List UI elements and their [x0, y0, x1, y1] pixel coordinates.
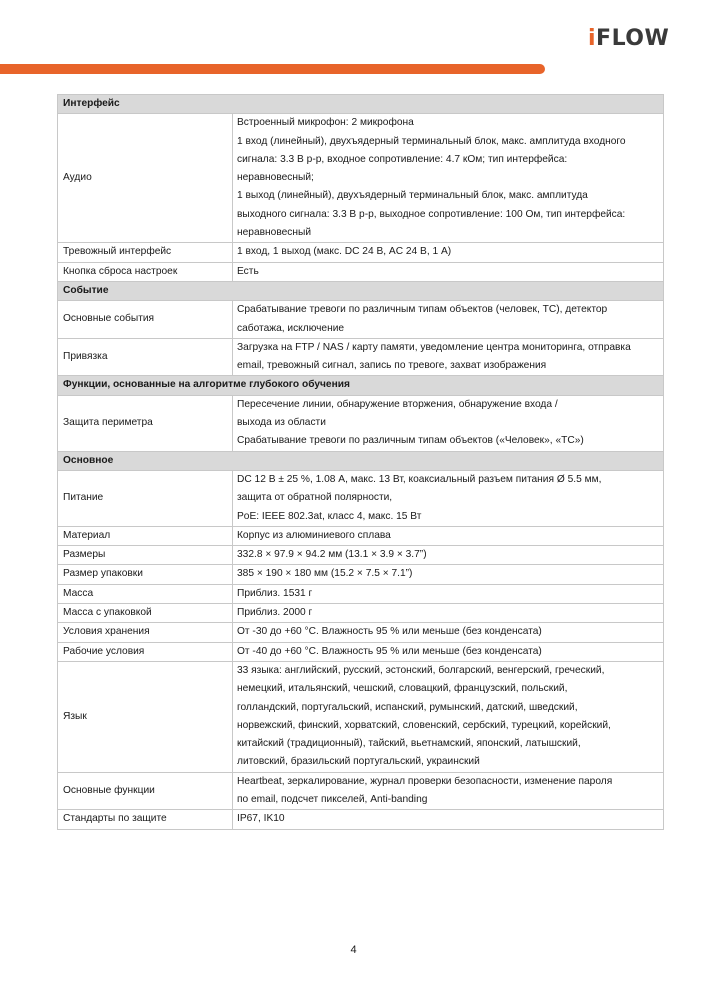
spec-key: Привязка	[58, 338, 233, 376]
spec-value-line: Приблиз. 1531 г	[237, 587, 313, 599]
spec-value	[233, 584, 664, 603]
spec-value-line: сигнала: 3.3 В p-p, входное сопротивление: 4.7 кОм; тип интерфейса:	[237, 153, 568, 165]
section-header-row	[58, 376, 664, 395]
spec-key: Питание	[58, 470, 233, 526]
spec-value-line: немецкий, итальянский, чешский, словацкий, французский, польский,	[237, 683, 568, 695]
spec-row	[58, 810, 664, 829]
spec-key: Основные события	[58, 301, 233, 339]
spec-key: Размер упаковки	[58, 565, 233, 584]
spec-value-line: 385 × 190 × 180 мм (15.2 × 7.5 × 7.1”)	[237, 568, 413, 580]
spec-key: Кнопка сброса настроек	[58, 262, 233, 281]
spec-row	[58, 114, 664, 243]
spec-value	[233, 623, 664, 642]
spec-key: Тревожный интерфейс	[58, 243, 233, 262]
spec-row	[58, 526, 664, 545]
spec-value-line: Приблиз. 2000 г	[237, 607, 313, 619]
section-title: Функции, основанные на алгоритме глубокого обучения	[58, 376, 664, 395]
spec-value-line: 1 вход, 1 выход (макс. DC 24 В, AC 24 В, 1 А)	[237, 246, 452, 258]
spec-value-line: голландский, португальский, испанский, румынский, датский, шведский,	[237, 701, 578, 713]
spec-row	[58, 661, 664, 772]
spec-value-line: саботажа, исключение	[237, 322, 345, 334]
logo-text: FLOW	[596, 26, 670, 51]
spec-key: Аудио	[58, 114, 233, 243]
spec-row	[58, 262, 664, 281]
spec-row	[58, 546, 664, 565]
spec-value	[233, 565, 664, 584]
spec-value-line: DC 12 В ± 25 %, 1.08 А, макс. 13 Вт, коаксиальный разъем питания Ø 5.5 мм,	[237, 473, 602, 485]
section-title: Основное	[58, 451, 664, 470]
brand-logo	[588, 28, 669, 50]
spec-key: Основные функции	[58, 772, 233, 810]
spec-value-line: Срабатывание тревоги по различным типам объектов («Человек», «ТС»)	[237, 435, 584, 447]
spec-key: Масса с упаковкой	[58, 604, 233, 623]
spec-value	[233, 642, 664, 661]
spec-value	[233, 114, 664, 243]
section-header-row	[58, 451, 664, 470]
spec-key: Стандарты по защите	[58, 810, 233, 829]
spec-value-line: китайский (традиционный), тайский, вьетнамский, японский, латышский,	[237, 738, 581, 750]
spec-value-line: литовский, бразильский португальский, украинский	[237, 756, 480, 768]
spec-value-line: 332.8 × 97.9 × 94.2 мм (13.1 × 3.9 × 3.7”)	[237, 549, 427, 561]
spec-value-line: выходного сигнала: 3.3 В p-p, выходное сопротивление: 100 Ом, тип интерфейса:	[237, 208, 626, 220]
spec-value-line: IP67, IK10	[237, 813, 285, 825]
spec-value	[233, 604, 664, 623]
spec-value-line: по email, подсчет пикселей, Anti-banding	[237, 793, 428, 805]
section-header-row	[58, 281, 664, 300]
spec-value	[233, 810, 664, 829]
spec-value	[233, 470, 664, 526]
spec-value-line: неравновесный;	[237, 172, 314, 184]
spec-key: Защита периметра	[58, 395, 233, 451]
spec-row	[58, 584, 664, 603]
spec-value-line: Встроенный микрофон: 2 микрофона	[237, 117, 414, 129]
spec-value	[233, 338, 664, 376]
section-title: Событие	[58, 281, 664, 300]
spec-row	[58, 623, 664, 642]
spec-value-line: Heartbeat, зеркалирование, журнал проверки безопасности, изменение пароля	[237, 775, 613, 787]
spec-row	[58, 243, 664, 262]
section-header-row	[58, 95, 664, 114]
spec-value-line: 1 выход (линейный), двухъядерный терминальный блок, макс. амплитуда	[237, 190, 588, 202]
spec-value-line: Пересечение линии, обнаружение вторжения, обнаружение входа /	[237, 398, 558, 410]
spec-row	[58, 395, 664, 451]
spec-row	[58, 565, 664, 584]
spec-value-line: выхода из области	[237, 417, 326, 429]
spec-row	[58, 338, 664, 376]
spec-row	[58, 470, 664, 526]
spec-value-line: норвежский, финский, хорватский, словенский, сербский, турецкий, корейский,	[237, 719, 611, 731]
spec-key: Размеры	[58, 546, 233, 565]
spec-key: Условия хранения	[58, 623, 233, 642]
logo-prefix: i	[588, 26, 597, 51]
page-number: 4	[350, 944, 357, 956]
spec-value	[233, 395, 664, 451]
header-stripe	[0, 64, 545, 74]
spec-value-line: Загрузка на FTP / NAS / карту памяти, уведомление центра мониторинга, отправка	[237, 341, 631, 353]
spec-table	[57, 94, 664, 830]
spec-value	[233, 772, 664, 810]
spec-value-line: От -40 до +60 °C. Влажность 95 % или меньше (без конденсата)	[237, 645, 542, 657]
spec-value-line: email, тревожный сигнал, запись по тревоге, захват изображения	[237, 360, 547, 372]
spec-row	[58, 301, 664, 339]
spec-value-line: неравновесный	[237, 227, 312, 239]
spec-value	[233, 262, 664, 281]
spec-value	[233, 526, 664, 545]
spec-key: Рабочие условия	[58, 642, 233, 661]
spec-key: Материал	[58, 526, 233, 545]
spec-key: Масса	[58, 584, 233, 603]
spec-value	[233, 546, 664, 565]
spec-value-line: 33 языка: английский, русский, эстонский, болгарский, венгерский, греческий,	[237, 664, 605, 676]
spec-row	[58, 604, 664, 623]
spec-value-line: PoE: IEEE 802.3at, класс 4, макс. 15 Вт	[237, 510, 422, 522]
spec-key: Язык	[58, 661, 233, 772]
section-title: Интерфейс	[58, 95, 664, 114]
spec-value-line: 1 вход (линейный), двухъядерный терминальный блок, макс. амплитуда входного	[237, 135, 626, 147]
spec-row	[58, 772, 664, 810]
spec-value-line: От -30 до +60 °C. Влажность 95 % или меньше (без конденсата)	[237, 626, 542, 638]
spec-value-line: Срабатывание тревоги по различным типам объектов (человек, ТС), детектор	[237, 304, 608, 316]
spec-value	[233, 243, 664, 262]
spec-value	[233, 301, 664, 339]
spec-value-line: Корпус из алюминиевого сплава	[237, 529, 391, 541]
spec-value-line: Есть	[237, 265, 259, 277]
spec-table-body	[58, 95, 664, 830]
spec-value-line: защита от обратной полярности,	[237, 492, 393, 504]
spec-value	[233, 661, 664, 772]
spec-row	[58, 642, 664, 661]
